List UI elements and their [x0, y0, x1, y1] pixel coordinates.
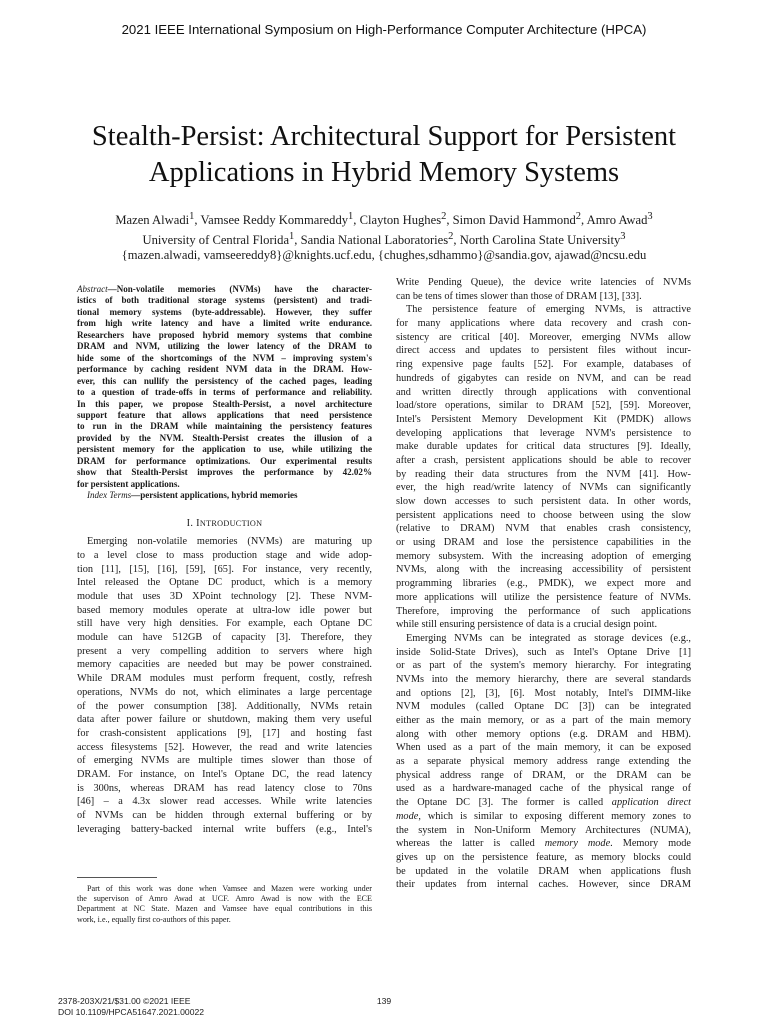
text-run: whereas the latter is called [396, 838, 545, 850]
body-line: either as the main memory, or as a part of the main memory [396, 715, 691, 726]
abstract-line: In this paper, we propose Stealth-Persist, a novel architecture [77, 398, 372, 409]
footnote-rule [77, 877, 157, 878]
body-line: and options [2], [3], [6]. Most notably, Intel's DIMM-like [396, 687, 691, 699]
abstract-line: tional memory systems (byte-addressable). However, they suffer [77, 306, 372, 317]
title-line: Applications in Hybrid Memory Systems [148, 157, 620, 188]
abstract-line: support feature that allows applications that need persistence [77, 409, 372, 420]
body-line: When used as a part of the main memory, it can be exposed [396, 742, 691, 754]
paragraph [396, 276, 691, 303]
abstract-line: show that Stealth-Persist improves the performance by 42.02% [77, 467, 372, 478]
body-line: Emerging NVMs can be integrated as storage devices (e.g., [406, 632, 691, 644]
aff-mark: 2 [575, 211, 582, 222]
aff-mark: 1 [348, 211, 354, 222]
conference-header: 2021 IEEE International Symposium on High-Performance Computer Architecture (HPCA) [121, 22, 647, 37]
text-run: , which is similar to exposing different memory zones to [418, 810, 691, 822]
body-line [396, 837, 691, 851]
aff-mark: 1 [289, 230, 295, 242]
abstract-line: Researchers have proposed hybrid memory systems that combine [77, 329, 372, 340]
body-line: data after power failure or shutdown, making them very useful [77, 714, 372, 726]
body-line: access filesystems [52]. However, the read and write latencies [77, 741, 372, 753]
body-line: hundreds of gigabytes can reside on NVM, and can be read [396, 372, 691, 384]
body-line: leveraging battery-backed internal write buffers (e.g., Intel's [77, 823, 372, 835]
body-line: Therefore, improving the performance of such applications [396, 605, 691, 617]
body-line: load/store operations, similar to DRAM [52], [59]. Moreover, [396, 400, 691, 412]
affiliation: North Carolina State University [459, 232, 621, 247]
body-line: for many applications where data recovery and crash con- [396, 318, 691, 330]
aff-mark: 2 [448, 230, 454, 242]
aff-mark: 3 [647, 211, 653, 222]
aff-mark: 3 [620, 230, 626, 242]
author-emails: {mazen.alwadi, vamseereddy8}@knights.ucf.edu, {chughes,sdhammo}@sandia.gov, ajawad@ncsu.edu [121, 248, 647, 263]
body-line: along with other memory options (e.g. DRAM and HBM). [396, 728, 691, 740]
abstract-line: for persistent applications. [77, 478, 180, 489]
abstract-label: Abstract [77, 284, 108, 294]
abstract-line: provided by the NVM. Stealth-Persist creates the illusion of a [77, 432, 372, 443]
body-line: of emerging NVMs are multiple times slower than those of [77, 755, 372, 767]
body-line: or as part of the system's memory hierarchy. For integrating [396, 660, 691, 672]
paper-title [40, 119, 728, 191]
page-number: 139 [376, 996, 392, 1006]
body-line: of NVMs can be hidden through external buffering or by [77, 810, 372, 822]
aff-mark: 2 [441, 211, 447, 222]
abstract-line: istics of both traditional storage systems (persistent) and tradi- [77, 295, 372, 306]
body-line: while still ensuring persistence of data is a crucial design point. [396, 619, 658, 631]
body-line: tion [11], [15], [16], [59], [65]. For instance, very recently, [77, 563, 372, 575]
body-line: be updated in the volatile DRAM when applications flush [396, 865, 691, 877]
body-line: and written directly through applications with conventional [396, 386, 691, 398]
body-line: developing applications that leverage NVM's persistence to [396, 427, 691, 439]
section-title-initial: I [196, 517, 200, 529]
footnote-line: Department at NC State. Mazen and Vamsee have equal contributions in this [77, 904, 372, 914]
body-line: of the power consumption [38]. Additionally, NVMs retain [77, 700, 372, 712]
abstract-line: DRAM for performance optimizations. Our experimental results [77, 455, 372, 466]
footnote-line: Part of this work was done when Vamsee and Mazen were working under [87, 884, 372, 893]
abstract-line: persistent memory for the application to use, while utilizing the [77, 444, 372, 455]
body-line: as a separate physical memory address range extending the [396, 756, 691, 768]
author-block [0, 209, 768, 264]
index-terms [77, 490, 372, 501]
abstract [77, 284, 372, 502]
abstract-line: DRAM and NVM, utilizing the lower latency of the DRAM to [77, 341, 372, 352]
index-terms-text: —persistent applications, hybrid memories [131, 490, 298, 501]
body-line: persistent applications need to choose between using the slow [396, 509, 691, 521]
abstract-text: —Non-volatile memories (NVMs) have the character- [107, 284, 372, 294]
body-line: memory subsystem. With the increasing adoption of emerging [396, 550, 691, 562]
index-terms-label: Index Terms [87, 490, 132, 501]
body-line: after a crash, persistent applications should be able to recover [396, 454, 691, 466]
abstract-line: ever, this can nullify the persistency of the cached pages, leading [77, 375, 372, 386]
body-line: Write Pending Queue), the device write latencies of NVMs [396, 277, 691, 288]
body-line: make durable updates for critical data structures [9]. Ideally, [396, 441, 691, 453]
author-name: Amro Awad [586, 213, 648, 228]
author-name: Mazen Alwadi [115, 213, 190, 228]
body-line: ever, the high read/write latency of NVMs can significantly [396, 482, 691, 494]
body-line: the system in Non-Uniform Memory Architectures (NUMA), [396, 824, 691, 836]
section-title-rest: NTRODUCTION [199, 518, 263, 528]
body-line: by reading their data structures from the NVM [41]. How- [396, 468, 691, 480]
body-line: (relative to DRAM) NVM that enables crash consistency, [396, 523, 691, 535]
body-line: The persistence feature of emerging NVMs, is attractive [406, 304, 691, 316]
body-line: more applications will utilize the persistence feature of NVMs. [396, 591, 691, 603]
body-line: NVMs, along with the increasing accessibility of persistent [396, 564, 691, 576]
text-run: . Memory mode [610, 838, 691, 850]
abstract-line: to a question of trade-offs in terms of performance and reliability. [77, 387, 372, 398]
body-line: used as a hardware-managed cache of the physical range of [396, 783, 691, 795]
paragraph [396, 632, 691, 892]
section-number: I. [186, 517, 194, 529]
body-line: direct access and updates to persistent files without incur- [396, 345, 691, 357]
paragraph [396, 303, 691, 632]
body-line [396, 810, 691, 824]
affiliation: University of Central Florida [142, 232, 290, 247]
body-line: still have very high densities. For example, each Optane DC [77, 618, 372, 630]
emphasis: application direct [611, 797, 691, 809]
body-line: for crash-consistent applications [9], [17] and hosting fast [77, 727, 372, 739]
body-line: NVMs into the memory hierarchy, there are several standards [396, 673, 691, 685]
text-run: the Optane DC [3]. The former is called [396, 797, 612, 809]
body-line: NVM modules (called Optane DC [3]) can be integrated [396, 701, 691, 713]
abstract-line: from high write latency and have a limited write endurance. [77, 318, 372, 329]
aff-mark: 1 [189, 211, 195, 222]
body-line: to a level close to mass production stage and wide adop- [77, 549, 372, 561]
affiliations: University of Central Florida$^1$, Sandia National Laboratories$^2$, North Carolina State University$^3$ [142, 230, 626, 247]
left-column [77, 284, 372, 836]
footnote-line: the supervison of Amro Awad at UCF. Amro Awad is now with the ECE [77, 894, 372, 904]
body-line: ring expensive page faults [52]. For example, databases of [396, 359, 691, 371]
affiliation: Sandia National Laboratories [300, 232, 449, 247]
right-column [396, 276, 691, 892]
emphasis: memory mode [544, 838, 611, 850]
copyright-line: 2378-203X/21/$31.00 ©2021 IEEE [58, 996, 191, 1006]
body-line: gives up on the persistence feature, as memory blocks could [396, 851, 691, 863]
body-line: Emerging non-volatile memories (NVMs) are maturing up [87, 536, 372, 548]
section-heading [77, 517, 372, 531]
body-line: memory capacities are needed but may be power constrained. [77, 659, 372, 671]
emphasis: mode [396, 810, 419, 822]
body-line: inside Solid-State Drives), such as Intel's Optane Drive [1] [396, 646, 691, 658]
body-line: DRAM. For instance, on Intel's Optane DC, the read latency [77, 768, 372, 780]
body-line: slow down accesses to such persistent data. In other words, [396, 496, 691, 507]
body-line: module that uses 3D XPoint technology [2]. These NVM- [77, 591, 372, 603]
body-line: their updates from internal caches. However, since DRAM [396, 879, 691, 891]
body-line: module can have 512GB of capacity [3]. Therefore, they [77, 632, 372, 644]
body-line: can be tens of times slower than those of DRAM [13], [33]. [396, 290, 642, 302]
abstract-line: hide some of the shortcomings of the NVM – improving system's [77, 352, 372, 363]
footnote-line: work, i.e., equally first co-authors of this paper. [77, 914, 231, 924]
body-line: physical address range of DRAM, or the DRAM can be [396, 769, 691, 781]
body-line: based memory modules operate at ultra-low idle power but [77, 604, 372, 616]
body-line: operations, NVMs do not, which eliminates a large percentage [77, 686, 372, 698]
author-name: Simon David Hammond [452, 213, 576, 228]
title-line: Stealth-Persist: Architectural Support for Persistent [91, 121, 677, 152]
author-name: Clayton Hughes [359, 213, 442, 228]
author-names: Mazen Alwadi$^1$, Vamsee Reddy Kommareddy$^1$, Clayton Hughes$^2$, Simon David Hammond$^2$, Amro Awad$^3$ [115, 211, 653, 228]
body-line: programming libraries (e.g., PMDK), we expect more and [396, 578, 691, 590]
body-line: present a very compelling addition to servers where high [77, 645, 372, 657]
body-line: Intel released the Optane DC product, which is a memory [77, 577, 372, 589]
body-line: While DRAM modules must perform frequent, costly, refresh [77, 673, 372, 685]
body-line [396, 796, 691, 810]
body-line: is 300ns, whereas DRAM has read latency close to 70ns [77, 782, 372, 794]
doi-line: DOI 10.1109/HPCA51647.2021.00022 [58, 1006, 205, 1017]
abstract-line: to run in the DRAM while maintaining the persistency features [77, 421, 372, 432]
author-name: Vamsee Reddy Kommareddy [200, 213, 349, 228]
abstract-line: performance by caching resident NVM data in the DRAM. How- [77, 364, 372, 375]
abstract-line [77, 284, 372, 295]
body-line: Intel's Persistent Memory Development Kit (PMDK) allows [396, 413, 691, 425]
body-line: [46] – a 4.3x slower read accesses. While write latencies [77, 796, 372, 808]
body-line: or using DRAM and lose the persistence capabilities in the [396, 537, 691, 549]
body-line: sistency are critical [40]. Moreover, emerging NVMs allow [396, 331, 691, 343]
intro-paragraph [77, 535, 372, 836]
footnote [77, 884, 372, 925]
